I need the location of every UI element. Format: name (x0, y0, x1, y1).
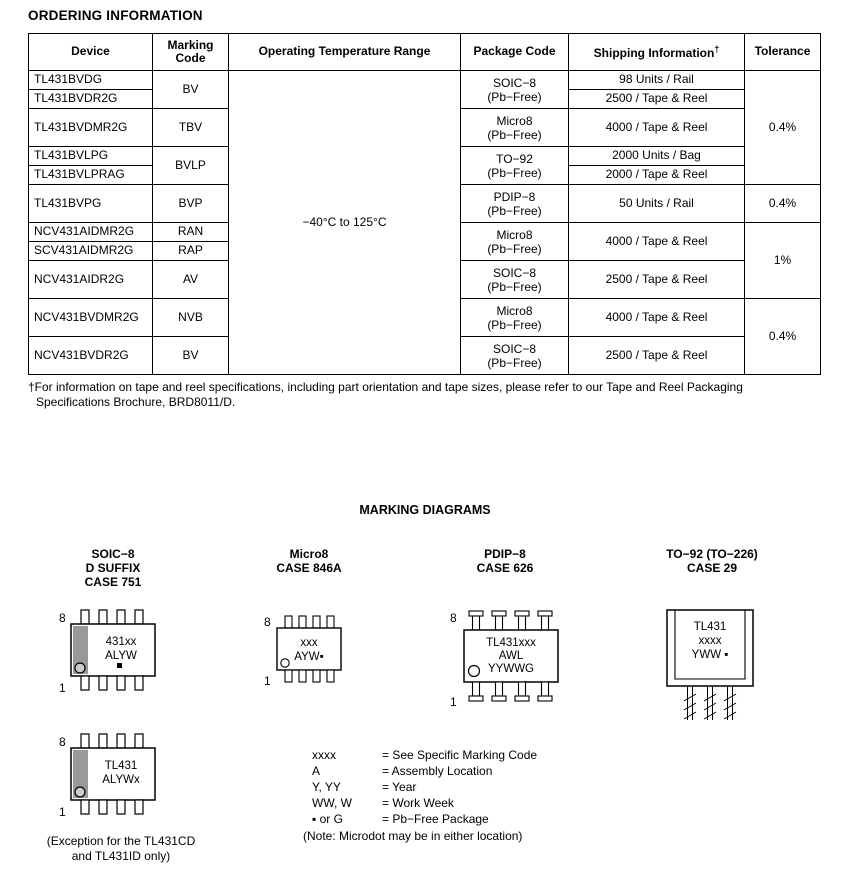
legend-row (312, 795, 537, 811)
shipping-cell: 4000 / Tape & Reel (569, 299, 745, 337)
marking-cell: BVP (153, 185, 229, 223)
bottom-pins (81, 800, 143, 814)
col-header-device: Device (29, 34, 153, 71)
marking-line3: YWW ▪ (691, 649, 729, 661)
microdot-icon (117, 663, 122, 668)
package-title-line: TO−92 (TO−226) (666, 547, 758, 561)
top-pins (469, 611, 552, 630)
marking-cell: RAN (153, 223, 229, 242)
package-name: TO−92 (496, 151, 533, 166)
package-title-line: CASE 846A (276, 561, 342, 575)
top-pins (81, 610, 143, 624)
legend-description: = Year (382, 780, 417, 794)
table-row (29, 71, 821, 90)
ordering-information-title: ORDERING INFORMATION (28, 8, 203, 23)
bottom-pins (285, 670, 334, 682)
marking-line1: TL431xxx (486, 637, 536, 649)
shipping-cell: 2000 Units / Bag (569, 147, 745, 166)
legend-description: = Work Week (382, 796, 454, 810)
col-header-temp-range: Operating Temperature Range (229, 34, 461, 71)
pin1-label: 1 (59, 681, 66, 695)
top-pins (285, 616, 334, 628)
marking-line2: ALYW (105, 650, 137, 662)
shipping-cell: 98 Units / Rail (569, 71, 745, 90)
legend-description: = See Specific Marking Code (382, 748, 538, 762)
package-title-line: CASE 29 (686, 561, 738, 575)
shipping-header-text: Shipping Information (593, 46, 715, 61)
pin8-label: 8 (59, 611, 66, 625)
shipping-cell: 2500 / Tape & Reel (569, 337, 745, 375)
col-header-package-code: Package Code (461, 34, 569, 71)
dagger-icon: † (714, 44, 720, 55)
package-cell (461, 147, 569, 185)
package-title-line: D SUFFIX (85, 561, 141, 575)
pin8-label: 8 (450, 611, 457, 625)
to92-marking-diagram (655, 602, 765, 727)
package-name: SOIC−8 (492, 341, 537, 356)
package-name: Micro8 (496, 113, 533, 128)
tolerance-cell: 0.4% (745, 71, 821, 185)
marking-header-micro8 (234, 547, 384, 575)
legend-symbol: ▪ or G (312, 812, 343, 826)
tolerance-cell: 0.4% (745, 185, 821, 223)
marking-line1: xxx (300, 637, 318, 649)
device-cell: SCV431AIDMR2G (29, 242, 153, 261)
legend-row (312, 779, 537, 795)
device-cell: NCV431BVDR2G (29, 337, 153, 375)
package-name: SOIC−8 (492, 75, 537, 90)
marking-line2: AWL (498, 650, 524, 662)
footnote-line-2: Specifications Brochure, BRD8011/D. (36, 395, 236, 409)
package-pbfree: (Pb−Free) (487, 317, 542, 332)
device-cell: TL431BVLPRAG (29, 166, 153, 185)
shipping-cell: 4000 / Tape & Reel (569, 223, 745, 261)
device-cell: NCV431BVDMR2G (29, 299, 153, 337)
temp-range-cell: −40°C to 125°C (229, 71, 461, 375)
legend-row (312, 811, 537, 827)
legend-symbol: Y, YY (312, 780, 341, 794)
marking-cell: BV (153, 337, 229, 375)
table-header-row (29, 34, 821, 71)
pin1-indicator-circle (75, 787, 85, 797)
top-pins (81, 734, 143, 748)
shipping-cell: 2000 / Tape & Reel (569, 166, 745, 185)
marking-header-pdip8 (430, 547, 580, 575)
device-cell: NCV431AIDR2G (29, 261, 153, 299)
package-cell (461, 71, 569, 109)
bottom-pins (469, 682, 552, 701)
marking-cell: RAP (153, 242, 229, 261)
marking-legend (312, 747, 537, 827)
footnote-line-1: †For information on tape and reel specifications, including part orientation and tape sizes, please refer to our Tape and Reel Packaging (28, 380, 743, 394)
package-cell (461, 299, 569, 337)
device-cell: TL431BVDMR2G (29, 109, 153, 147)
package-pbfree: (Pb−Free) (487, 241, 542, 256)
col-header-marking-code: Marking Code (153, 34, 229, 71)
shipping-cell: 2500 / Tape & Reel (569, 261, 745, 299)
marking-cell: TBV (153, 109, 229, 147)
bottom-pins (81, 676, 143, 690)
marking-cell: BVLP (153, 147, 229, 185)
pin1-indicator-circle (469, 666, 480, 677)
shipping-cell: 4000 / Tape & Reel (569, 109, 745, 147)
device-cell: TL431BVDR2G (29, 90, 153, 109)
ordering-table (28, 33, 821, 375)
marking-line1: 431xx (105, 636, 137, 648)
marking-header-soic8 (38, 547, 188, 589)
marking-header-to92 (622, 547, 802, 575)
package-name: SOIC−8 (492, 265, 537, 280)
package-name: Micro8 (496, 303, 533, 318)
package-cell (461, 337, 569, 375)
package-title-line: Micro8 (289, 547, 329, 561)
marking-cell: NVB (153, 299, 229, 337)
package-cell (461, 223, 569, 261)
marking-line1: TL431 (104, 760, 138, 772)
exception-line-1: (Exception for the TL431CD (46, 834, 196, 848)
pdip8-marking-diagram (448, 602, 570, 712)
package-title-line: CASE 626 (476, 561, 534, 575)
pin8-label: 8 (264, 615, 271, 629)
package-leads (684, 686, 736, 720)
package-name: PDIP−8 (493, 189, 536, 204)
microdot-note: (Note: Microdot may be in either location) (303, 829, 523, 843)
package-title-line: PDIP−8 (484, 547, 526, 561)
package-cell (461, 109, 569, 147)
legend-description: = Pb−Free Package (382, 812, 489, 826)
soic8-marking-diagram-bottom (55, 726, 175, 830)
package-cell (461, 261, 569, 299)
exception-line-2: and TL431ID only) (71, 849, 171, 863)
shipping-cell: 50 Units / Rail (569, 185, 745, 223)
pin1-indicator-circle (281, 659, 289, 667)
col-header-shipping (569, 34, 745, 71)
package-title-line: SOIC−8 (91, 547, 135, 561)
package-pbfree: (Pb−Free) (487, 89, 542, 104)
soic8-marking-diagram-top (55, 602, 175, 706)
marking-cell: BV (153, 71, 229, 109)
package-pbfree: (Pb−Free) (487, 279, 542, 294)
pin1-label: 1 (264, 674, 271, 688)
marking-line2: AYW▪ (294, 651, 324, 663)
legend-description: = Assembly Location (382, 764, 493, 778)
marking-line2: xxxx (698, 635, 722, 647)
col-header-tolerance: Tolerance (745, 34, 821, 71)
marking-line3: YYWWG (488, 663, 534, 675)
legend-symbol: xxxx (312, 748, 336, 762)
shipping-cell: 2500 / Tape & Reel (569, 90, 745, 109)
marking-line1: TL431 (693, 621, 727, 633)
pin1-indicator-circle (75, 663, 85, 673)
device-cell: TL431BVPG (29, 185, 153, 223)
tolerance-cell: 0.4% (745, 299, 821, 375)
package-title-line: CASE 751 (84, 575, 142, 589)
package-cell (461, 185, 569, 223)
micro8-marking-diagram (258, 604, 358, 700)
tape-reel-footnote (28, 380, 822, 410)
marking-line2: ALYWx (102, 774, 140, 786)
package-name: Micro8 (496, 227, 533, 242)
package-pbfree: (Pb−Free) (487, 203, 542, 218)
device-cell: TL431BVLPG (29, 147, 153, 166)
legend-symbol: WW, W (312, 796, 352, 810)
soic-exception-note (28, 834, 214, 864)
marking-diagrams-title: MARKING DIAGRAMS (359, 503, 491, 517)
package-pbfree: (Pb−Free) (487, 127, 542, 142)
pin1-label: 1 (59, 805, 66, 819)
package-pbfree: (Pb−Free) (487, 355, 542, 370)
device-cell: NCV431AIDMR2G (29, 223, 153, 242)
marking-cell: AV (153, 261, 229, 299)
legend-row (312, 747, 537, 763)
package-pbfree: (Pb−Free) (487, 165, 542, 180)
device-cell: TL431BVDG (29, 71, 153, 90)
legend-row (312, 763, 537, 779)
legend-symbol: A (312, 764, 321, 778)
tolerance-cell: 1% (745, 223, 821, 299)
pin8-label: 8 (59, 735, 66, 749)
pin1-label: 1 (450, 695, 457, 709)
